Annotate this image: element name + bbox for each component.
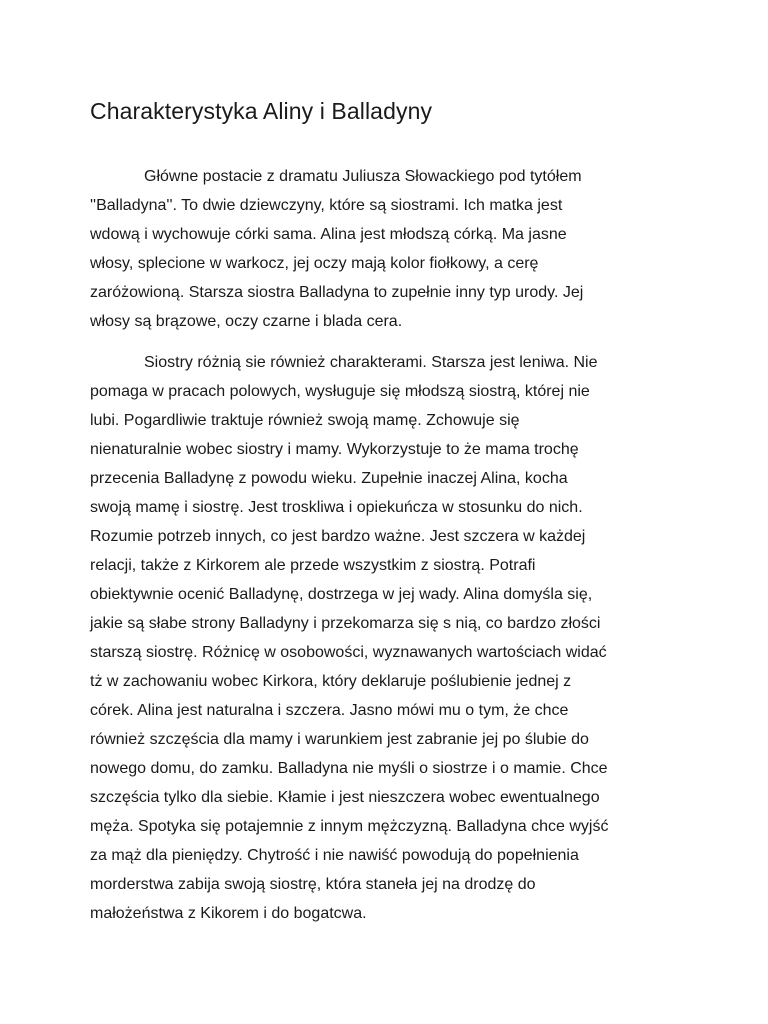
paragraph-line: jakie są słabe strony Balladyny i przekomarza się s nią, co bardzo złości	[90, 615, 601, 632]
paragraph-spacer	[90, 336, 678, 348]
paragraph-line: nienaturalnie wobec siostry i mamy. Wykorzystuje to że mama trochę	[90, 441, 579, 458]
paragraph-line: obiektywnie ocenić Balladynę, dostrzega w jej wady. Alina domyśla się,	[90, 586, 593, 603]
paragraph-line: również szczęścia dla mamy i warunkiem jest zabranie jej po ślubie do	[90, 731, 589, 748]
paragraph-line: wdową i wychowuje córki sama. Alina jest młodszą córką. Ma jasne	[90, 226, 567, 243]
paragraph-line: lubi. Pogardliwie traktuje również swoją mamę. Zchowuje się	[90, 412, 520, 429]
paragraph-line: za mąż dla pieniędzy. Chytrość i nie nawiść powodują do popełnienia	[90, 847, 579, 864]
paragraph-line: Główne postacie z dramatu Juliusza Słowackiego pod tytółem	[144, 168, 582, 185]
paragraph-line: swoją mamę i siostrę. Jest troskliwa i opiekuńcza w stosunku do nich.	[90, 499, 583, 516]
paragraph-1	[90, 162, 678, 336]
document-title: Charakterystyka Aliny i Balladyny	[90, 98, 433, 124]
paragraph-line: włosy, splecione w warkocz, jej oczy mają kolor fiołkowy, a cerę	[90, 255, 539, 272]
paragraph-line: pomaga w pracach polowych, wysługuje się młodszą siostrą, której nie	[90, 383, 590, 400]
paragraph-line: Siostry różnią sie również charakterami. Starsza jest leniwa. Nie	[144, 354, 598, 371]
paragraph-line: męża. Spotyka się potajemnie z innym mężczyzną. Balladyna chce wyjść	[90, 818, 609, 835]
paragraph-line: szczęścia tylko dla siebie. Kłamie i jest nieszczera wobec ewentualnego	[90, 789, 600, 806]
paragraph-line: córek. Alina jest naturalna i szczera. Jasno mówi mu o tym, że chce	[90, 702, 569, 719]
paragraph-line: Rozumie potrzeb innych, co jest bardzo ważne. Jest szczera w każdej	[90, 528, 586, 545]
paragraph-line: relacji, także z Kirkorem ale przede wszystkim z siostrą. Potrafi	[90, 557, 536, 574]
paragraph-line: małożeństwa z Kikorem i do bogatcwa.	[90, 905, 367, 922]
paragraph-line: starszą siostrę. Różnicę w osobowości, wyznawanych wartościach widać	[90, 644, 607, 661]
paragraph-line: morderstwa zabija swoją siostrę, która staneła jej na drodzę do	[90, 876, 536, 893]
paragraph-line: tż w zachowaniu wobec Kirkora, który deklaruje poślubienie jednej z	[90, 673, 572, 690]
paragraph-line: włosy są brązowe, oczy czarne i blada cera.	[90, 313, 403, 330]
paragraph-line: nowego domu, do zamku. Balladyna nie myśli o siostrze i o mamie. Chce	[90, 760, 608, 777]
paragraph-line: przecenia Balladynę z powodu wieku. Zupełnie inaczej Alina, kocha	[90, 470, 568, 487]
paragraph-line: zaróżowioną. Starsza siostra Balladyna to zupełnie inny typ urody. Jej	[90, 284, 584, 301]
paragraph-line: ''Balladyna''. To dwie dziewczyny, które są siostrami. Ich matka jest	[90, 197, 563, 214]
paragraph-2	[90, 348, 678, 928]
